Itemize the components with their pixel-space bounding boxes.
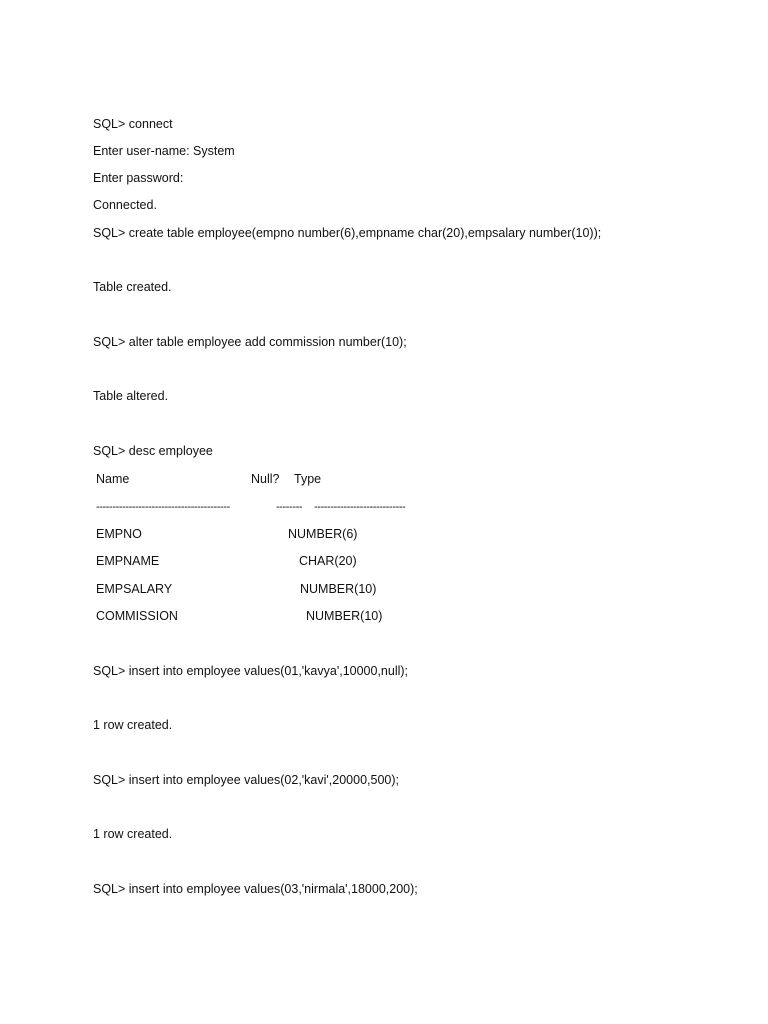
header-null: Null? xyxy=(251,472,280,486)
insert-command-2: SQL> insert into employee values(02,'kavi',20000,500); xyxy=(93,773,399,787)
desc-command: SQL> desc employee xyxy=(93,444,213,458)
row-type: NUMBER(10) xyxy=(306,609,383,623)
row-name: EMPSALARY xyxy=(96,582,173,596)
password-prompt: Enter password: xyxy=(93,171,184,185)
header-name: Name xyxy=(96,472,130,486)
alter-table-result: Table altered. xyxy=(93,389,169,403)
insert-result-2: 1 row created. xyxy=(93,827,173,841)
separator-name: ----------------------------------------- xyxy=(96,501,230,513)
separator-type: ---------------------------- xyxy=(314,501,406,513)
insert-command-1: SQL> insert into employee values(01,'kavya',10000,null); xyxy=(93,664,409,678)
row-name: EMPNO xyxy=(96,527,142,541)
insert-command-3: SQL> insert into employee values(03,'nirmala',18000,200); xyxy=(93,882,418,896)
row-type: NUMBER(10) xyxy=(300,582,377,596)
row-name: EMPNAME xyxy=(96,554,160,568)
separator-null: -------- xyxy=(276,501,303,513)
create-table-result: Table created. xyxy=(93,280,172,294)
row-type: NUMBER(6) xyxy=(288,527,358,541)
insert-result-1: 1 row created. xyxy=(93,718,173,732)
connected-message: Connected. xyxy=(93,198,157,212)
username-prompt: Enter user-name: System xyxy=(93,144,235,158)
row-type: CHAR(20) xyxy=(299,554,357,568)
header-type: Type xyxy=(294,472,322,486)
alter-table-command: SQL> alter table employee add commission number(10); xyxy=(93,335,407,349)
connect-command: SQL> connect xyxy=(93,117,173,131)
row-name: COMMISSION xyxy=(96,609,178,623)
create-table-command: SQL> create table employee(empno number(6),empname char(20),empsalary number(10)); xyxy=(93,226,602,240)
